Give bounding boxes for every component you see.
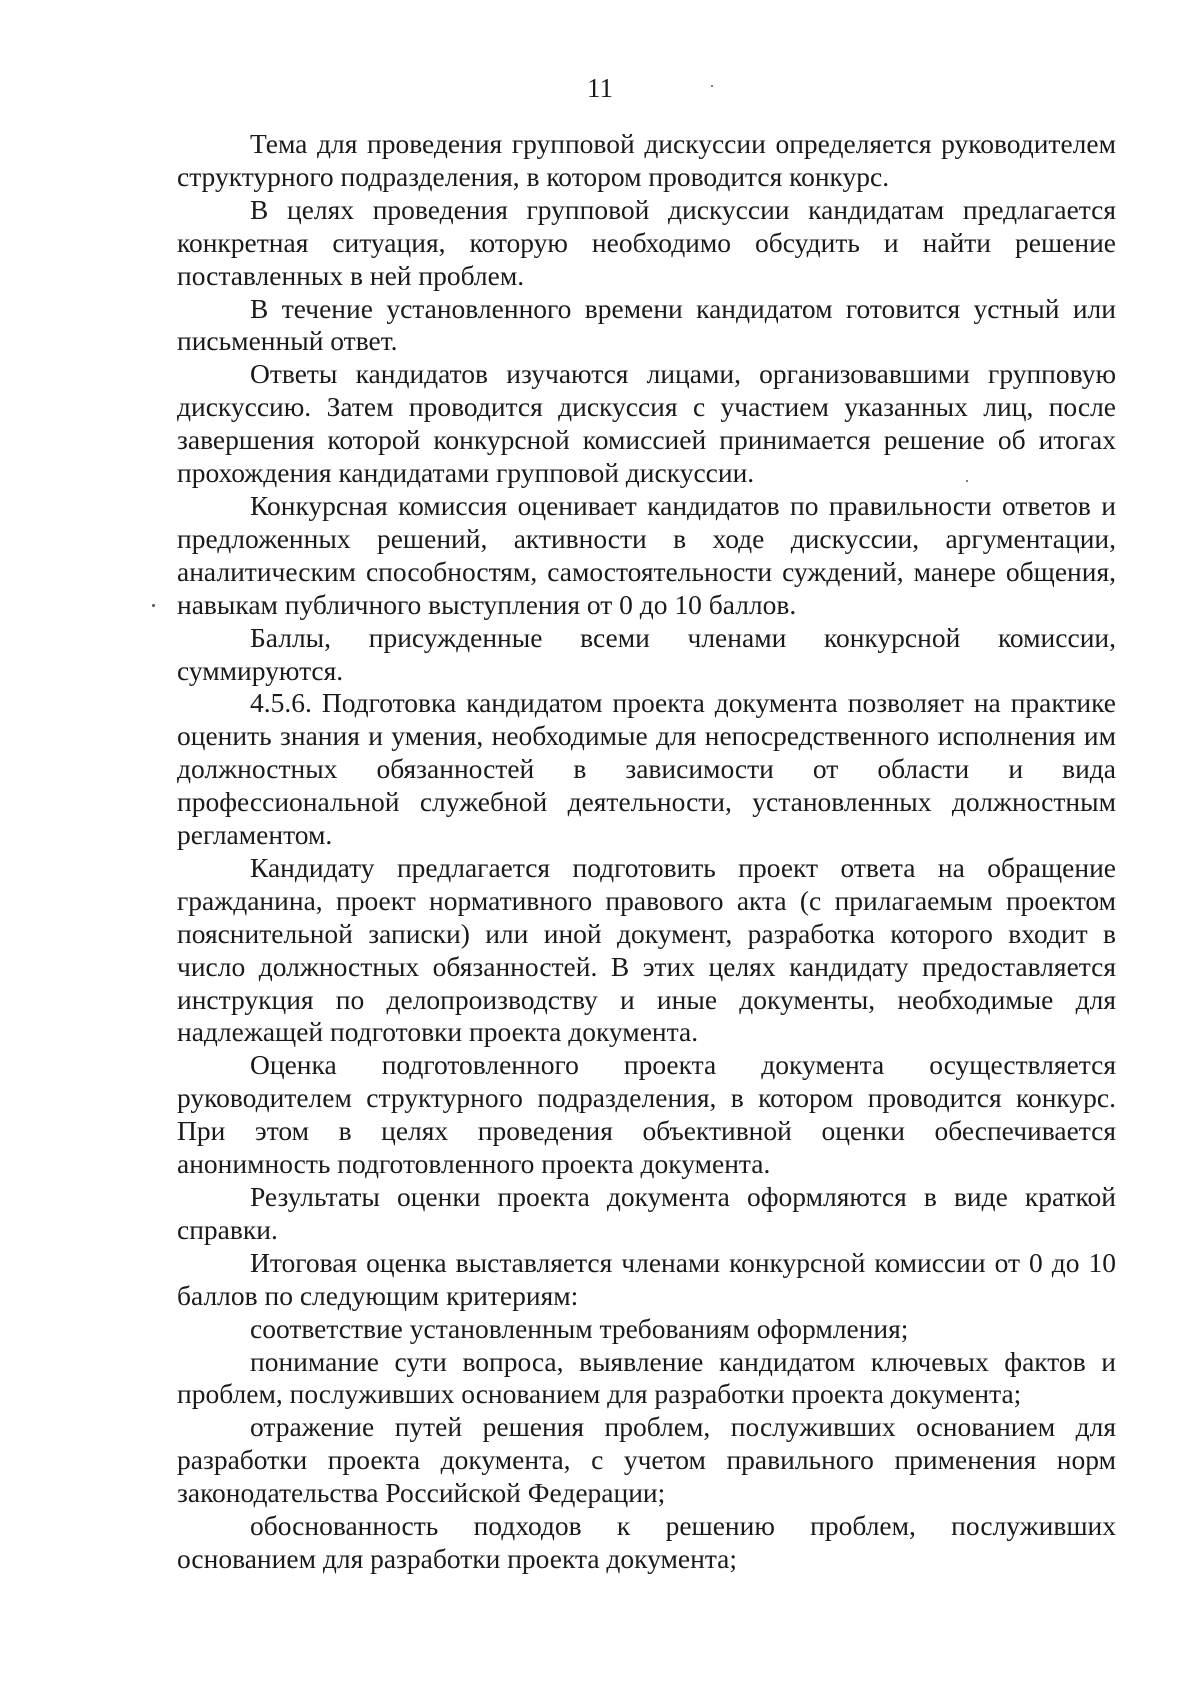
scan-speck [152,604,155,607]
page-number: 11 [587,73,613,103]
paragraph: Результаты оценки проекта документа оформляются в виде краткой справки. [177,1181,1116,1245]
paragraph: В течение установленного времени кандидатом готовится устный или письменный ответ. [177,292,1116,357]
paragraph: Баллы, присужденные всеми членами конкурсной комиссии, суммируются. [177,621,1116,686]
scan-speck [966,480,968,482]
document-body [177,128,1116,1576]
list-item: понимание сути вопроса, выявление кандидатом ключевых фактов и проблем, послуживших основанием для разработки проекта документа; [177,1345,1116,1410]
paragraph: Итоговая оценка выставляется членами конкурсной комиссии от 0 до 10 баллов по следующим критериям: [177,1246,1116,1311]
paragraph: В целях проведения групповой дискуссии кандидатам предлагается конкретная ситуация, которую необходимо обсудить и найти решение поставленных в ней проблем. [177,193,1116,291]
list-item: обоснованность подходов к решению проблем, послуживших основанием для разработки проекта документа; [177,1510,1116,1574]
paragraph: Ответы кандидатов изучаются лицами, организовавшими групповую дискуссию. Затем проводится дискуссия с участием указанных лиц, после завершения которой конкурсной комиссией принимается решение об итогах прохождения кандидатами групповой дискуссии. [177,358,1116,489]
scan-speck [711,85,713,87]
paragraph: Кандидату предлагается подготовить проект ответа на обращение гражданина, проект нормативного правового акта (с прилагаемым проектом пояснительной записки) или иной документ, разработка которого входит в число должностных обязанностей. В этих целях кандидату предоставляется инструкция по делопроизводству и иные документы, необходимые для надлежащей подготовки проекта документа. [177,851,1116,1048]
paragraph: Оценка подготовленного проекта документа осуществляется руководителем структурного подразделения, в котором проводится конкурс. При этом в целях проведения объективной оценки обеспечивается анонимность подготовленного проекта документа. [177,1049,1116,1180]
paragraph: Тема для проведения групповой дискуссии определяется руководителем структурного подразделения, в котором проводится конкурс. [177,128,1116,192]
paragraph: Конкурсная комиссия оценивает кандидатов по правильности ответов и предложенных решений, активности в ходе дискуссии, аргументации, аналитическим способностям, самостоятельности суждений, манере общения, навыкам публичного выступления от 0 до 10 баллов. [177,489,1116,620]
paragraph: 4.5.6. Подготовка кандидатом проекта документа позволяет на практике оценить знания и умения, необходимые для непосредственного исполнения им должностных обязанностей в зависимости от области и вида профессиональной служебной деятельности, установленных должностным регламентом. [177,687,1116,851]
list-item: отражение путей решения проблем, послуживших основанием для разработки проекта документа, с учетом правильного применения норм законодательства Российской Федерации; [177,1411,1116,1509]
list-item: соответствие установленным требованиям оформления; [250,1312,909,1344]
